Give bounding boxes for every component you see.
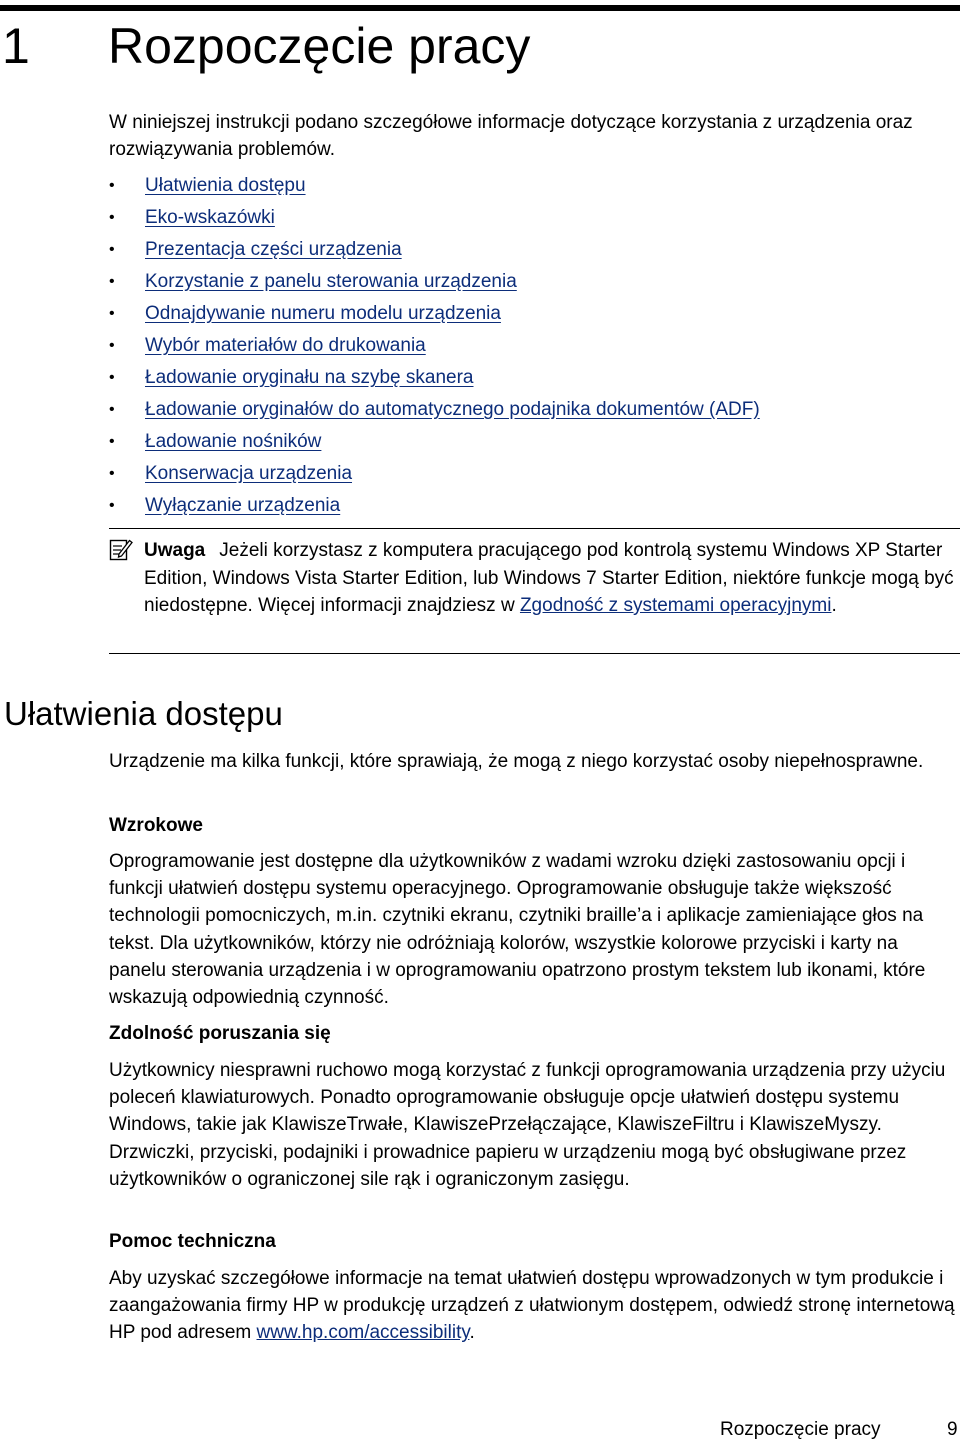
bullet: •	[109, 465, 115, 482]
bullet: •	[109, 401, 115, 418]
chapter-number: 1	[2, 18, 30, 74]
toc-link-adf[interactable]: Ładowanie oryginałów do automatycznego podajnika dokumentów (ADF)	[145, 399, 760, 420]
bullet: •	[109, 337, 115, 354]
note-label: Uwaga	[144, 540, 206, 561]
toc-link-maintenance[interactable]: Konserwacja urządzenia	[145, 463, 353, 484]
note-text: Jeżeli korzystasz z komputera pracującego pod kontrolą systemu Windows XP Starter Edition, Windows Vista Starter Edition, lub Windows 7 Starter Edition, niektóre funkcje mogą być niedostępne. Więcej informacji znajdziesz w	[144, 540, 954, 616]
visual-heading: Wzrokowe	[109, 815, 203, 836]
note-top-rule	[109, 528, 960, 529]
support-end: .	[469, 1322, 475, 1344]
bullet: •	[109, 497, 115, 514]
intro-paragraph: W niniejszej instrukcji podano szczegółowe informacje dotyczące korzystania z urządzenia oraz rozwiązywania problemów.	[109, 112, 913, 160]
bullet: •	[109, 241, 115, 258]
toc-link-printer-parts[interactable]: Prezentacja części urządzenia	[145, 239, 402, 260]
top-rule	[0, 5, 960, 11]
toc-link-eco-tips[interactable]: Eko-wskazówki	[145, 207, 275, 228]
toc-link-control-panel[interactable]: Korzystanie z panelu sterowania urządzenia	[145, 271, 517, 292]
bullet: •	[109, 433, 115, 450]
mobility-heading: Zdolność poruszania się	[109, 1023, 331, 1044]
footer-chapter-name: Rozpoczęcie pracy	[720, 1419, 881, 1440]
support-text: Aby uzyskać szczegółowe informacje na temat ułatwień dostępu wprowadzonych w tym produkcie i zaangażowania firmy HP w produkcję urządzeń z ułatwionym dostępem, odwiedź stronę internetową HP pod adresem	[109, 1268, 955, 1344]
bullet: •	[109, 273, 115, 290]
note-box	[144, 537, 960, 620]
bullet: •	[109, 177, 115, 194]
toc-link-model-number[interactable]: Odnajdywanie numeru modelu urządzenia	[145, 303, 501, 324]
bullet: •	[109, 369, 115, 386]
footer-page-number: 9	[947, 1419, 958, 1440]
support-heading: Pomoc techniczna	[109, 1231, 276, 1252]
chapter-title	[2, 14, 530, 78]
section-intro: Urządzenie ma kilka funkcji, które sprawiają, że mogą z niego korzystać osoby niepełnosprawne.	[109, 751, 924, 772]
chapter-title-text: Rozpoczęcie pracy	[108, 18, 531, 74]
accessibility-url-link[interactable]: www.hp.com/accessibility	[256, 1322, 470, 1344]
note-pencil-icon	[109, 537, 133, 561]
note-end: .	[831, 595, 837, 616]
os-compatibility-link[interactable]: Zgodność z systemami operacyjnymi	[519, 595, 832, 616]
bullet: •	[109, 209, 115, 226]
toc-link-turn-off[interactable]: Wyłączanie urządzenia	[145, 495, 341, 516]
bullet: •	[109, 305, 115, 322]
support-paragraph	[109, 1265, 960, 1347]
toc-link-load-media[interactable]: Ładowanie nośników	[145, 431, 322, 452]
toc-link-accessibility[interactable]: Ułatwienia dostępu	[145, 175, 306, 196]
visual-paragraph: Oprogramowanie jest dostępne dla użytkowników z wadami wzroku dzięki zastosowaniu opcji i funkcji ułatwień dostępu systemu operacyjnego. Oprogramowanie obsługuje także większość technologii pomocniczych, m.in. czytniki ekranu, czytniki braille’a i aplikacje zamieniające głos na tekst. Dla użytkowników, którzy nie odróżniają kolorów, wszystkie kolorowe przyciski i karty na panelu sterowania urządzenia i w oprogramowaniu opatrzono prostym tekstem lub ikonami, które wskazują odpowiednią czynność.	[109, 851, 926, 1009]
section-title: Ułatwienia dostępu	[4, 695, 283, 732]
note-bottom-rule	[109, 653, 960, 654]
toc-link-print-media[interactable]: Wybór materiałów do drukowania	[145, 335, 426, 356]
mobility-paragraph: Użytkownicy niesprawni ruchowo mogą korzystać z funkcji oprogramowania urządzenia przy użyciu poleceń klawiaturowych. Ponadto oprogramowanie obsługuje opcje ułatwień dostępu systemu Windows, takie jak KlawiszeTrwałe, KlawiszePrzełączające, KlawiszeFiltru i KlawiszeMyszy. Drzwiczki, przyciski, podajniki i prowadnice papieru w urządzeniu mogą być obsługiwane przez użytkowników o ograniczonej sile rąk i ograniczonym zasięgu.	[109, 1060, 946, 1190]
toc-link-scanner-glass[interactable]: Ładowanie oryginału na szybę skanera	[145, 367, 474, 388]
